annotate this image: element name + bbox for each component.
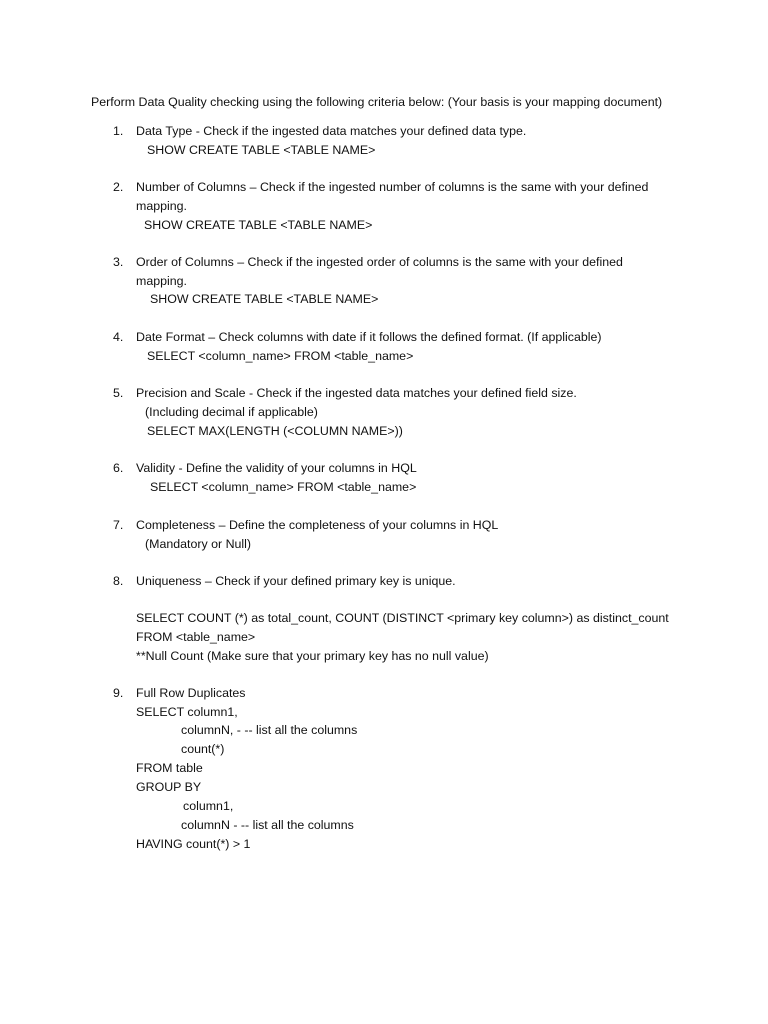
item-7-number: 7. xyxy=(113,518,124,532)
item-5-heading: Precision and Scale - Check if the ingested data matches your defined field size. xyxy=(136,386,577,400)
item-1-heading: Data Type - Check if the ingested data matches your defined data type. xyxy=(136,124,527,138)
item-5-query: SELECT MAX(LENGTH (<COLUMN NAME>)) xyxy=(147,424,403,438)
item-2-number: 2. xyxy=(113,180,124,194)
item-8-query-line-1: SELECT COUNT (*) as total_count, COUNT (DISTINCT <primary key column>) as distinct_count xyxy=(136,611,669,625)
item-9-sql-line-5: GROUP BY xyxy=(136,780,202,794)
item-6-number: 6. xyxy=(113,461,124,475)
item-1-number: 1. xyxy=(113,124,124,138)
item-5-note: (Including decimal if applicable) xyxy=(145,405,318,419)
item-2-query: SHOW CREATE TABLE <TABLE NAME> xyxy=(144,218,373,232)
item-6-heading: Validity - Define the validity of your columns in HQL xyxy=(136,461,417,475)
item-9-sql-line-1: SELECT column1, xyxy=(136,705,238,719)
item-8-heading: Uniqueness – Check if your defined primary key is unique. xyxy=(136,574,456,588)
item-9-heading: Full Row Duplicates xyxy=(136,686,246,700)
item-2-heading: Number of Columns – Check if the ingested number of columns is the same with your defined xyxy=(136,180,649,194)
item-9-sql-line-6: column1, xyxy=(183,799,234,813)
item-3-heading: Order of Columns – Check if the ingested order of columns is the same with your defined xyxy=(136,255,623,269)
item-9-sql-line-2: columnN, - -- list all the columns xyxy=(181,723,358,737)
item-3-heading-cont: mapping. xyxy=(136,274,187,288)
item-4-number: 4. xyxy=(113,330,124,344)
item-8-query-line-2: FROM <table_name> xyxy=(136,630,256,644)
item-9-sql-line-8: HAVING count(*) > 1 xyxy=(136,837,251,851)
item-9-sql-line-4: FROM table xyxy=(136,761,203,775)
item-8-null-note: **Null Count (Make sure that your primary key has no null value) xyxy=(136,649,489,663)
item-2-heading-cont: mapping. xyxy=(136,199,187,213)
document-intro: Perform Data Quality checking using the following criteria below: (Your basis is your mapping document) xyxy=(91,95,663,109)
item-1-query: SHOW CREATE TABLE <TABLE NAME> xyxy=(147,143,376,157)
item-8-number: 8. xyxy=(113,574,124,588)
item-9-sql-line-3: count(*) xyxy=(181,742,225,756)
item-7-heading: Completeness – Define the completeness of your columns in HQL xyxy=(136,518,499,532)
item-6-query: SELECT <column_name> FROM <table_name> xyxy=(150,480,417,494)
item-5-number: 5. xyxy=(113,386,124,400)
item-9-number: 9. xyxy=(113,686,124,700)
item-7-note: (Mandatory or Null) xyxy=(145,537,252,551)
item-9-sql-line-7: columnN - -- list all the columns xyxy=(181,818,354,832)
item-3-number: 3. xyxy=(113,255,124,269)
item-4-heading: Date Format – Check columns with date if it follows the defined format. (If applicable) xyxy=(136,330,602,344)
item-3-query: SHOW CREATE TABLE <TABLE NAME> xyxy=(150,292,379,306)
item-4-query: SELECT <column_name> FROM <table_name> xyxy=(147,349,414,363)
